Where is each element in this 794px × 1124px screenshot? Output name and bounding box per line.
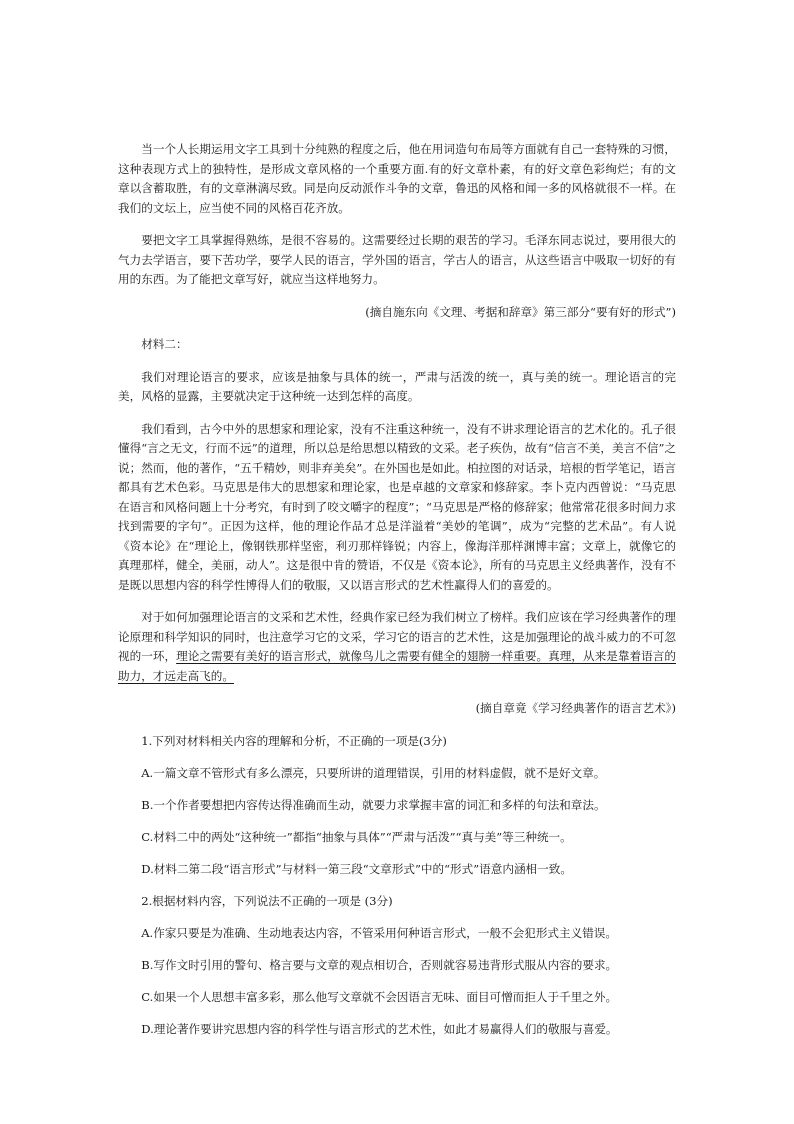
question-2-option-b: B.写作文时引用的警句、格言要与文章的观点相切合，否则就容易违背形式服从内容的要求。	[141, 957, 618, 972]
question-2-option-c: C.如果一个人思想丰富多彩，那么他写文章就不会因语言无味、面目可憎而拒人于千里之外。	[141, 989, 618, 1004]
question-1-option-b: B.一个作者要想把内容传达得准确而生动，就要力求掌握丰富的词汇和多样的句法和章法。	[141, 797, 606, 812]
question-1-option-c: C.材料二中的两处“这种统一”都指“抽象与具体”“严肃与活泼”“真与美”等三种统一。	[141, 829, 572, 844]
material1-paragraph-2: 要把文字工具掌握得熟练，是很不容易的。这需要经过长期的艰苦的学习。毛泽东同志说过，要用很大的气力去学语言，要下苦功学，要学人民的语言，学外国的语言，学古人的语言，从这些语言中吸取一切好的有用的东西。为了能把文章写好，就应当这样地努力。	[118, 233, 676, 286]
question-1-option-d: D.材料二第二段“语言形式”与材料一第三段“文章形式”中的“形式”语意内涵相一致。	[141, 861, 572, 876]
material2-paragraph-2: 我们看到，古今中外的思想家和理论家，没有不注重这种统一，没有不讲求理论语言的艺术化的。孔子很懂得“言之无文，行而不远”的道理，所以总是给思想以精致的文采。老子疾伪，故有“信言不美，美言不信”之说；然而，他的著作，“五千精妙，则非弃美矣”。在外国也是如此。柏拉图的对话录，培根的哲学笔记，语言都具有艺术色彩。马克思是伟大的思想家和理论家，也是卓越的文章家和修辞家。李卜克内西曾说：“马克思在语言和风格问题上十分考究，有时到了咬文嚼字的程度”；“马克思是严格的修辞家；他常常花很多时间力求找到需要的字句”。正因为这样，他的理论作品才总是洋溢着“美妙的笔调”，成为“完整的艺术品”。有人说《资本论》在“理论上，像钢铁那样坚密，利刃那样锋锐；内容上，像海洋那样渊博丰富；文章上，就像它的真理那样，健全，美丽，动人”。这是很中肯的赞语，不仅是《资本论》，所有的马克思主义经典著作，没有不是既以思想内容的科学性博得人们的敬服，又以语言形式的艺术性赢得人们的喜爱的。	[118, 421, 676, 592]
question-2-stem: 2.根据材料内容，下列说法不正确的一项是 (3分)	[141, 893, 393, 908]
material2-paragraph-1: 我们对理论语言的要求，应该是抽象与具体的统一，严肃与活泼的统一，真与美的统一。理论语言的完美，风格的显露，主要就决定于这种统一达到怎样的高度。	[118, 369, 676, 403]
material2-heading: 材料二：	[141, 337, 188, 351]
question-1-stem: 1.下列对材料相关内容的理解和分析，不正确的一项是(3分)	[141, 733, 447, 748]
material2-paragraph-3-underlined: 理论之需要有美好的语言形式，就像鸟儿之需要有健全的翅膀一样重要。真理，从来是靠着语言的助力，才远走高飞的。	[118, 649, 676, 683]
material2-source: (摘自章竟《学习经典著作的语言艺术》)	[475, 701, 676, 715]
document-page	[118, 140, 676, 1039]
question-2-option-d: D.理论著作要讲究思想内容的科学性与语言形式的艺术性，如此才易赢得人们的敬服与喜爱。	[141, 1021, 618, 1036]
question-1-option-a: A.一篇文章不管形式有多么漂亮，只要所讲的道理错误，引用的材料虚假，就不是好文章。	[141, 765, 606, 780]
material2-paragraph-3-plain: 对于如何加强理论语言的文采和艺术性，经典作家已经为我们树立了榜样。我们应该在学习经典著作的理论原理和科学知识的同时，也注意学习它的文采，学习它的语言的艺术性，这是加强理论的战斗威力的不可忽视的一环，	[118, 610, 676, 663]
material1-source: (摘自施东向《文理、考据和辞章》第三部分“要有好的形式”)	[365, 304, 676, 319]
material2-paragraph-3	[118, 608, 676, 686]
material1-paragraph-1: 当一个人长期运用文字工具到十分纯熟的程度之后，他在用词造句布局等方面就有自己一套特殊的习惯，这种表现方式上的独特性，是形成文章风格的一个重要方面.有的好文章朴素，有的好文章色彩绚烂；有的文章以含蓄取胜，有的文章淋漓尽致。同是向反动派作斗争的文章，鲁迅的风格和闻一多的风格就很不一样。在我们的文坛上，应当使不同的风格百花齐放。	[118, 142, 676, 215]
question-2-option-a: A.作家只要是为准确、生动地表达内容，不管采用何种语言形式，一般不会犯形式主义错误。	[141, 925, 617, 940]
